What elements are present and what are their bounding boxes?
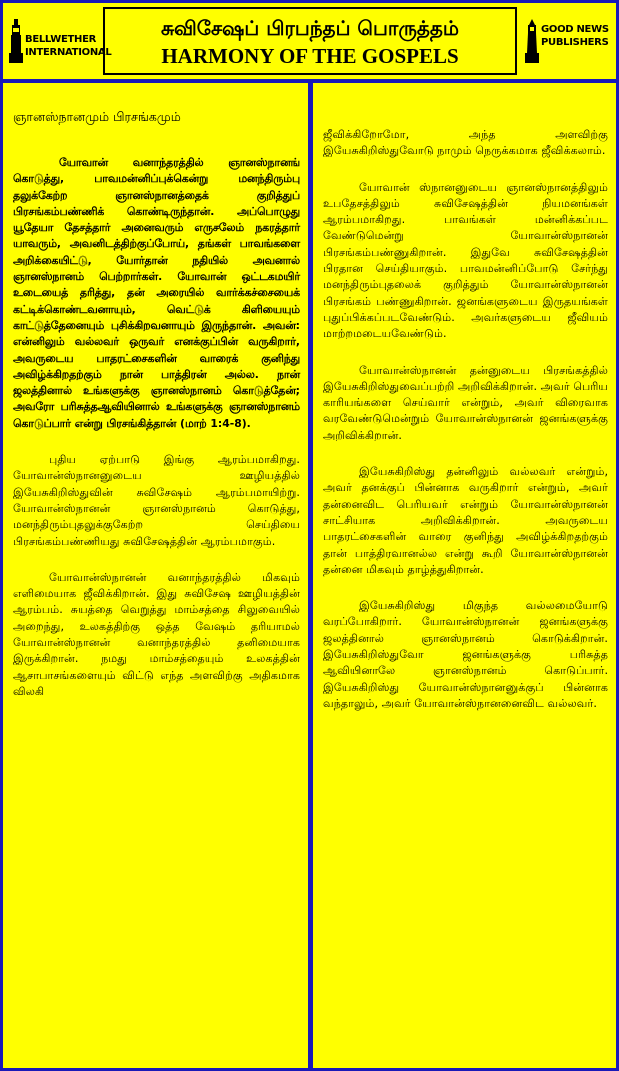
right-paragraph-4: இயேசுகிறிஸ்து தன்னிலும் வல்லவர் என்றும், அவர் தனக்குப் பின்னாக வருகிறார் என்றும், அவர் தன்னைவிட பெரியவர் என்றும் யோவான்ஸ்நானன் சாட்சியாக அறிவிக்கிறான். அவருடைய பாதரட்சைகளின் வாரை குனிந்து அவிழ்க்கிறதற்கும் தான் பாத்திரவானல்ல என்று கூறி யோவான்ஸ்நானன் தன்னை மிகவும் தாழ்த்துகிறான். bbox=[323, 465, 608, 576]
right-paragraph-5: இயேசுகிறிஸ்து மிகுந்த வல்லமையோடு வரப்போகிறார். யோவான்ஸ்நானன் ஜனங்களுக்கு ஜலத்தினால் ஞானஸ்நானம் கொடுக்கிறான். இயேசுகிறிஸ்துவோ ஜனங்களுக்கு பரிசுத்த ஆவியினாலே ஞானஸ்நானம் கொடுப்பார். இயேசுகிறிஸ்து யோவான்ஸ்நானனுக்குப் பின்னாக வந்தாலும், அவர் யோவான்ஸ்நானனைவிட வல்லவர். bbox=[323, 599, 608, 710]
section-heading: ஞானஸ்நானமும் பிரசங்கமும் bbox=[13, 109, 181, 124]
left-paragraph-2: புதிய ஏற்பாடு இங்கு ஆரம்பமாகிறது. யோவான்ஸ்நானனுடைய ஊழியத்தில் இயேசுகிறிஸ்துவின் சுவிசேஷம் ஆரம்பமாயிற்று. யோவான்ஸ்நானன் ஞானஸ்நானம் கொடுத்து, மனந்திரும்புதலுக்குகேற்ற செய்தியை பிரசங்கம்பண்ணியது சுவிசேஷத்தின் ஆரம்பமாகும். bbox=[13, 453, 300, 548]
right-paragraph-1: ஜீவிக்கிறோமோ, அந்த அளவிற்கு இயேசுகிறிஸ்துவோடு நாமும் நெருக்கமாக ஜீவிக்கலாம். bbox=[323, 128, 608, 158]
right-paragraph-3: யோவான்ஸ்நானன் தன்னுடைய பிரசங்கத்தில் இயேசுகிறிஸ்துவைப்பற்றி அறிவிக்கிறான். அவர் பெரிய காரியங்களை செய்வார் என்றும், அவர் விரைவாக வரவேண்டுமென்றும் யோவான்ஸ்நானன் ஜனங்களுக்கு அறிவிக்கிறான். bbox=[323, 363, 608, 442]
bellwether-logo bbox=[7, 9, 112, 73]
logo-right-line1: GOOD NEWS bbox=[541, 24, 609, 35]
left-column bbox=[3, 83, 308, 1068]
logo-left-line2: INTERNATIONAL bbox=[25, 47, 112, 58]
logo-left-line1: BELLWETHER bbox=[25, 34, 97, 45]
right-column bbox=[313, 83, 616, 1068]
title-english: HARMONY OF THE GOSPELS bbox=[161, 44, 459, 68]
left-paragraph-3: யோவான்ஸ்நானன் வனாந்தரத்தில் மிகவும் எளிமையாக ஜீவிக்கிறான். இது சுவிசேஷ ஊழியத்தின் ஆரம்பம். சுயத்தை வெறுத்து மாம்சத்தை சிலுவையில் அறைந்து, உலகத்திற்கு ஒத்த வேஷம் தரியாமல் யோவான்ஸ்நானன் வனாந்தரத்தில் தனிமையாக இருக்கிறான். நமது மாம்சத்தையும் உலகத்தின் ஆசாபாசங்களையும் விட்டு எந்த அளவிற்கு அதிகமாக விலகி bbox=[13, 570, 300, 698]
logo-right-line2: PUBLISHERS bbox=[541, 37, 609, 48]
title-tamil: சுவிசேஷப் பிரபந்தப் பொருத்தம் bbox=[160, 16, 460, 40]
good-news-logo bbox=[523, 9, 611, 73]
bell-tower-icon bbox=[9, 19, 23, 63]
title-box bbox=[103, 7, 517, 75]
right-paragraph-2: யோவான் ஸ்நானனுடைய ஞானஸ்நானத்திலும் உபதேசத்திலும் சுவிசேஷத்தின் நியமனங்கள் ஆரம்பமாகிறது. பாவங்கள் மன்னிக்கப்பட வேண்டுமென்று யோவான்ஸ்நானன் பிரசங்கம்பண்ணுகிறான். இதுவே சுவிசேஷத்தின் பிரதான செய்தியாகும். பாவமன்னிப்போடு சேர்ந்து மனந்திரும்புதலைக் குறித்தும் யோவான்ஸ்நானன் பிரசங்கம் பண்ணுகிறான். ஜனங்களுடைய இருதயங்கள் புதுப்பிக்கப்படவேண்டும். அவர்களுடைய ஜீவியம் மாற்றமடையவேண்டும். bbox=[323, 180, 608, 341]
scripture-paragraph: யோவான் வனாந்தரத்தில் ஞானஸ்நானங் கொடுத்து, பாவமன்னிப்புக்கென்று மனந்திரும்பு தலுக்கேற்ற ஞானஸ்நானத்தைக் குறித்துப் பிரசங்கம்பண்ணிக் கொண்டிருந்தான். அப்பொழுது யூதேயா தேசத்தார் அனைவரும் எருசலேம் நகரத்தார் யாவரும், அவனிடத்திற்குப்போய், தங்கள் பாவங்களை அறிக்கையிட்டு, யோர்தான் நதியில் அவனால் ஞானஸ்நானம் பெற்றார்கள். யோவான் ஒட்டகமயிர் உடையைத் தரித்து, தன் அரையில் வார்க்கச்சையைக் கட்டிக்கொண்டவனாயும், வெட்டுக் கிளியையும் காட்டுத்தேனையும் புசிக்கிறவனாயும் இருந்தான். அவன்: என்னிலும் வல்லவர் ஒருவர் எனக்குப்பின் வருகிறார், அவருடைய பாதரட்சைகளின் வாரைக் குனிந்து அவிழ்க்கிறதற்கும் நான் பாத்திரன் அல்ல. நான் ஜலத்தினால் உங்களுக்கு ஞானஸ்நானம் கொடுத்தேன்; அவரோ பரிசுத்தஆவியினால் உங்களுக்கு ஞானஸ்நானம் கொடுப்பார் என்று பிரசங்கித்தான் (மாற் 1:4-8). bbox=[13, 156, 300, 430]
header-banner bbox=[3, 3, 616, 79]
lighthouse-icon bbox=[525, 19, 539, 63]
